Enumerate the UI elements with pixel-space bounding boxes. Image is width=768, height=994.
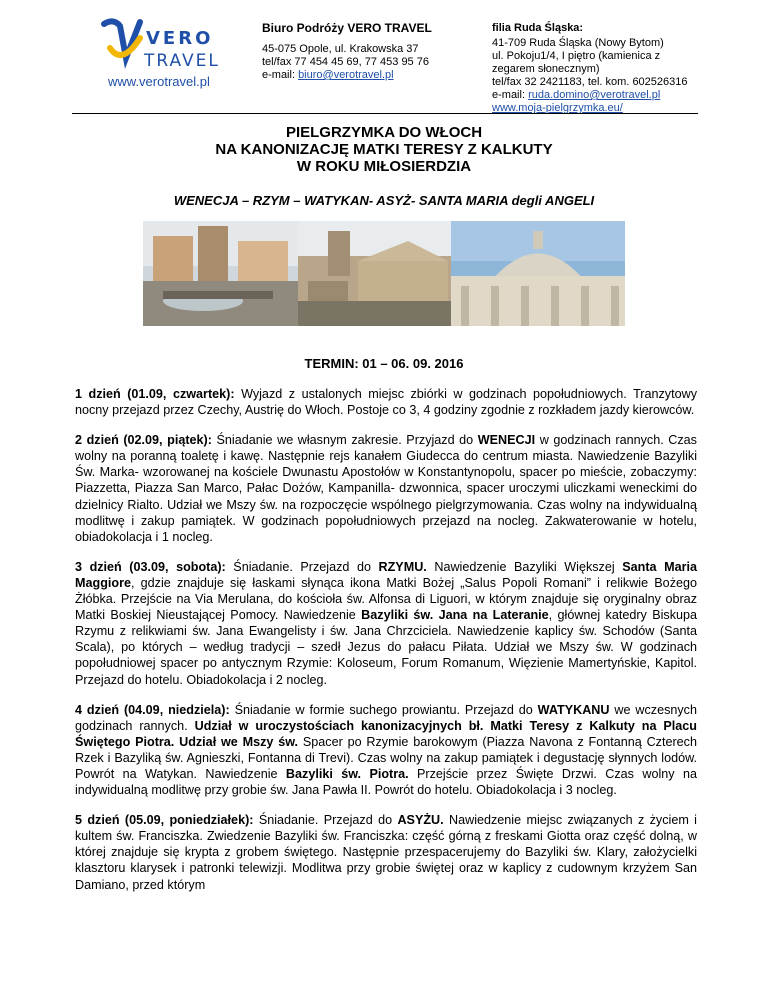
logo-travel-text: TRAVEL: [144, 51, 220, 71]
route-subtitle: WENECJA – RZYM – WATYKAN- ASYŻ- SANTA MARIA degli ANGELI: [173, 193, 595, 208]
photo-assisi-basilica: [298, 221, 451, 326]
office-address: 45-075 Opole, ul. Krakowska 37: [262, 43, 419, 55]
photo-rome-fountain: [143, 221, 298, 326]
branch-contact: [492, 22, 732, 115]
photo-strip: [143, 221, 625, 326]
term-dates: TERMIN: 01 – 06. 09. 2016: [304, 356, 464, 371]
branch-line1: 41-709 Ruda Śląska (Nowy Bytom): [492, 37, 664, 49]
branch-email-link[interactable]: ruda.domino@verotravel.pl: [528, 89, 661, 101]
branch-line2: ul. Pokoju1/4, I piętro (kamienica z: [492, 50, 661, 62]
day-1: 1 dzień (01.09, czwartek): Wyjazd z ustalonych miejsc zbiórki w godzinach popołudniowych. Tranzytowy nocny przejazd przez Czechy, Austrię do Włoch. Postoje co 3, 4 godziny zgodnie z rozkładem jazdy kierowców.: [75, 387, 697, 418]
office-email-line: e-mail: biuro@verotravel.pl: [262, 69, 394, 81]
office-tel: tel/fax 77 454 45 69, 77 453 95 76: [262, 56, 429, 68]
letterhead: [0, 0, 768, 115]
branch-tel: tel/fax 32 2421183, tel. kom. 602526316: [492, 76, 688, 88]
title-line2: NA KANONIZACJĘ MATKI TERESY Z KALKUTY: [215, 141, 553, 158]
header-divider: [72, 113, 698, 114]
title-line3: W ROKU MIŁOSIERDZIA: [296, 158, 472, 175]
logo-url[interactable]: www.verotravel.pl: [108, 74, 210, 89]
branch-line3: zegarem słonecznym): [492, 63, 600, 75]
branch-email-line: e-mail: ruda.domino@verotravel.pl: [492, 89, 661, 101]
branch-url-link[interactable]: www.moja-pielgrzymka.eu/: [492, 102, 623, 114]
title-line1: PIELGRZYMKA DO WŁOCH: [285, 124, 483, 141]
day-4: 4 dzień (04.09, niedziela): Śniadanie w formie suchego prowiantu. Przejazd do WATYKANU we wczesnych godzinach rannych. Udział w uroczystościach kanonizacyjnych bł. Matki Teresy z Kalkuty na Placu Świętego Piotra. Udział we Mszy św. Spacer po Rzymie barokowym (Piazza Navona z Fontanną Czterech Rzek i Bazyliką św. Agnieszki, Fontanna di Trevi). Czas wolny na zakup pamiątek i degustację słynnych lodów. Powrót na Watykan. Nawiedzenie Bazyliki św. Piotra. Przejście przez Święte Drzwi. Czas wolny na indywidualną modlitwę przy grobie św. Jana Pawła II. Powrót do hotelu. Obiadokolacja i 3 nocleg.: [75, 702, 698, 798]
page-title: [0, 124, 768, 175]
day-3: 3 dzień (03.09, sobota): Śniadanie. Przejazd do RZYMU. Nawiedzenie Bazyliki Większej Santa Maria Maggiore, gdzie znajduje się łaskami słynąca ikona Matki Bożej „Salus Popoli Romani” i relikwie Bożego Żłóbka. Przejście na Via Merulana, do kościoła św. Alfonsa di Liguori, w którym znajduje się oryginalny obraz Matki Boskiej Nieustającej Pomocy. Nawiedzenie Bazyliki św. Jana na Lateranie, głównej katedry Biskupa Rzymu z relikwiami św. Jana Ewangelisty i św. Jana Chrzciciela. Nawiedzenie kaplicy św. Schodów (Santa Scala), po których – według tradycji – szedł Jezus do pałacu Piłata. Udział we Mszy św. W godzinach popołudniowej spacer po antycznym Rzymie: Koloseum, Forum Romanum, Więzienie Mamertyńskie, Kapitol. Przejazd do hotelu. Obiadokolacja i 2 nocleg.: [75, 559, 698, 687]
office-title: Biuro Podróży VERO TRAVEL: [262, 21, 432, 35]
itinerary: [75, 386, 697, 907]
photo-st-peters-dome: [451, 221, 625, 326]
office-email-link[interactable]: biuro@verotravel.pl: [298, 69, 394, 81]
day-5: 5 dzień (05.09, poniedziałek): Śniadanie. Przejazd do ASYŻU. Nawiedzenie miejsc związanych z życiem i kultem św. Franciszka. Zwiedzenie Bazyliki św. Franciszka: część górną z freskami Giotta oraz część dolną, w której znajduje się krypta z grobem świętego. Następnie przespacerujemy do Bazyliki św. Klary, założycielki klasztoru klarysek i patronki telewizji. Modlitwa przy grobie świętej oraz w kaplicy z cudownym krzyżem San Damiano, przed którym: [75, 813, 697, 892]
day-2: 2 dzień (02.09, piątek): Śniadanie we własnym zakresie. Przyjazd do WENECJI w godzinach rannych. Czas wolny na poranną toaletę i kawę. Następnie rejs kanałem Giudecca do centrum miasta. Nawiedzenie Bazyliki Św. Marka- wzorowanej na kościele Dwunastu Apostołów w Konstantynopolu, spacer po mieście, zobaczymy: Piazzetta, Piazza San Marco, Pałac Dożów, Kampanilla- dzwonnica, spacer uroczymi uliczkami weneckimi do dzielnicy Rialto. Udział we Mszy św. na rozpoczęcie wspólnego pielgrzymowania. Czas wolny na indywidualną modlitwę i zakup pamiątek. W godzinach popołudniowych przejazd na nocleg. Zakwaterowanie w hotelu, obiadokolacja i 1 nocleg.: [75, 433, 697, 544]
logo-vero-text: VERO: [146, 28, 214, 49]
office-contact: [262, 22, 432, 82]
branch-title: filia Ruda Śląska:: [492, 22, 584, 34]
